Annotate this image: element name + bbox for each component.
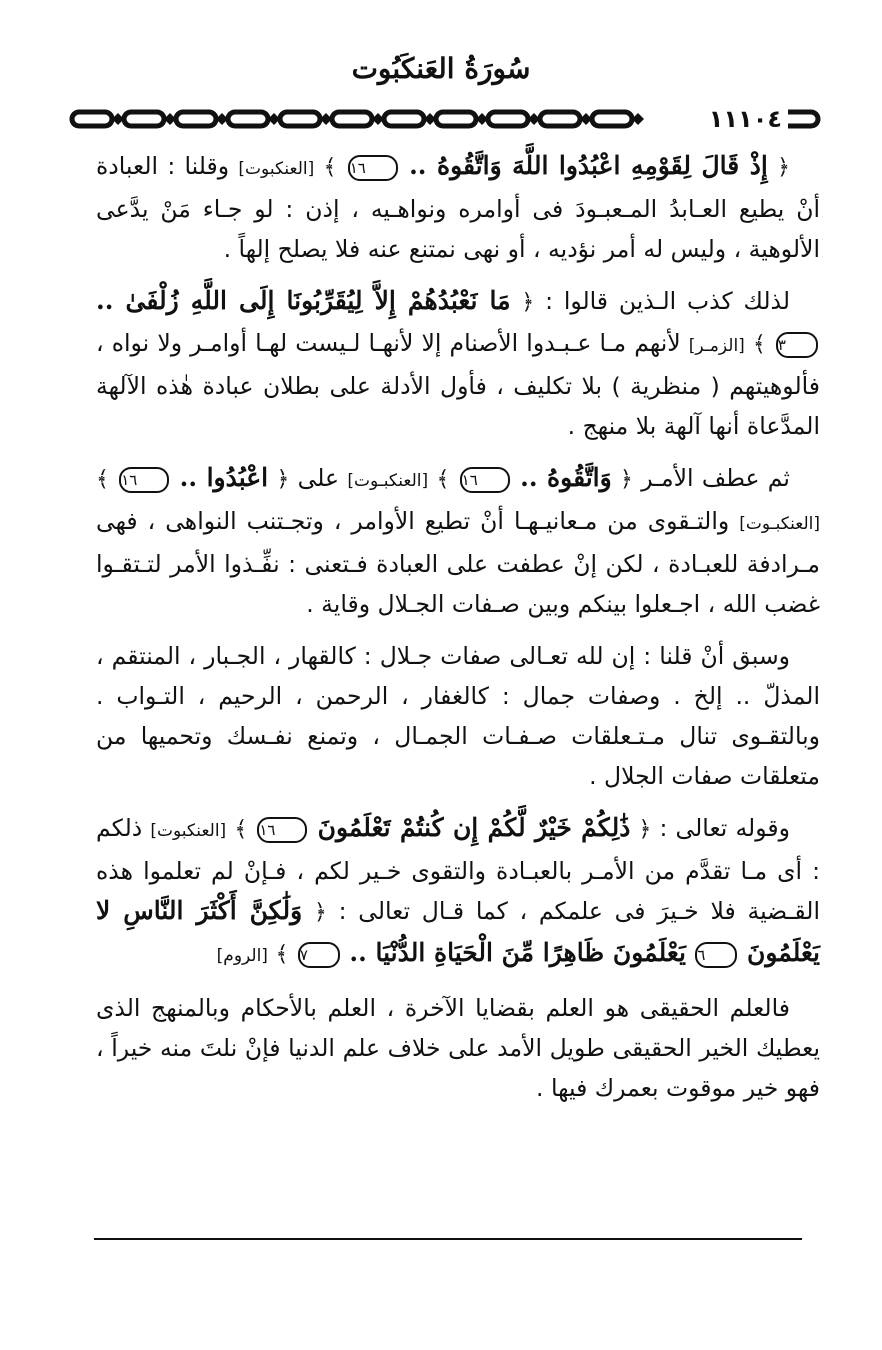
quran-verse: يَعْلَمُونَ ظَاهِرًا مِّنَ الْحَيَاةِ الدُّنْيَا .. — [349, 938, 686, 967]
chain-link-icon — [176, 112, 216, 126]
quran-verse: اعْبُدُوا .. — [179, 463, 269, 492]
ornate-bracket-icon: ﴾ — [275, 942, 289, 967]
ayah-number-badge: ١٦ — [348, 155, 398, 181]
ornate-bracket-icon: ﴾ — [96, 467, 109, 492]
ornate-bracket-icon: ﴾ — [234, 817, 248, 842]
surah-reference: [الزمـر] — [688, 336, 745, 356]
surah-reference: [العنكبوت] — [238, 159, 315, 179]
paragraph — [96, 988, 820, 1108]
quran-verse: وَلَٰكِنَّ أَكْثَرَ النَّاسِ لا يَعْلَمُونَ — [96, 896, 820, 967]
ornate-bracket-icon: ﴿ — [521, 290, 535, 315]
footer-divider — [94, 1238, 802, 1240]
ayah-number-badge: ١٦ — [257, 817, 307, 843]
ayah-number-badge: ١٦ — [119, 467, 169, 493]
surah-reference: [العنكبـوت] — [739, 514, 820, 534]
surah-reference: [العنكبوت] — [150, 821, 227, 841]
chain-link-icon — [384, 112, 424, 126]
ayah-number-badge: ٧ — [298, 942, 340, 968]
chain-link-icon — [124, 112, 164, 126]
ornate-bracket-icon: ﴾ — [436, 467, 450, 492]
ornate-bracket-icon: ﴿ — [276, 467, 290, 492]
commentary-text: ثم عطف الأمـر — [641, 464, 790, 492]
page-number: ١١١٠٤ — [703, 104, 788, 134]
paragraph — [96, 458, 820, 624]
paragraph — [96, 146, 820, 269]
quran-verse: مَا نَعْبُدُهُمْ إِلاَّ لِيُقَرِّبُونَا إِلَى اللَّهِ زُلْفَىٰ .. — [96, 286, 511, 315]
chain-link-icon — [488, 112, 528, 126]
diamond-icon — [632, 113, 644, 125]
commentary-text: لذلك كذب الـذين قالوا : — [545, 287, 790, 315]
commentary-text: والتـقوى من مـعانيـهـا أنْ تطيع الأوامر ، وتجـتنب النواهى ، فهى مـرادفة للعبـادة ، لكن إنْ عطفت على العبادة فـتعنى : نفِّـذوا الأمر لتـتقـوا غضب الله ، اجـعلوا بينكم وبين صـفات الجـلال وقاية . — [96, 507, 820, 618]
chain-link-icon — [540, 112, 580, 126]
commentary-text: وقلنا : العبادة أنْ يطيع العـابدُ المـعبـودَ فى أوامره ونواهـيه ، إذن : لو جـاء مَنْ يدَّعى الألوهية ، وليس له أمر نؤديه ، أو نهى نمتنع عنه فلا يصلح إلهاً . — [96, 152, 820, 263]
quran-verse: ذَٰلِكُمْ خَيْرٌ لَّكُمْ إِن كُنتُمْ تَعْلَمُونَ — [317, 813, 631, 842]
chain-link-icon — [332, 112, 372, 126]
paragraph — [96, 808, 820, 976]
ayah-number-badge: ٦ — [695, 942, 737, 968]
paragraph — [96, 281, 820, 446]
commentary-text: ذلكم : أى مـا تقدَّم من الأمـر بالعبـادة والتقوى خـير لكم ، فـإنْ لم تعلموا هذه القـضية فلا خـيرَ فى علمكم ، كما قـال تعالى : — [96, 814, 821, 925]
surah-title: سُورَةُ العَنكَبُوت — [351, 52, 531, 85]
commentary-text: وقوله تعالى : — [659, 814, 790, 842]
commentary-text: لأنهم مـا عـبـدوا الأصنام إلا لأنهـا لـيست لهـا أوامـر ولا نواه ، فألوهيتهم ( منظرية ) بلا تكليف ، فأول الأدلة على بطلان عبادة هٰذه الآلهة المدَّعاة أنها آلهة بلا منهج . — [96, 329, 820, 440]
ayah-number-badge: ٣ — [776, 332, 818, 358]
chain-link-icon — [72, 112, 112, 126]
ornate-bracket-icon: ﴾ — [752, 332, 766, 357]
quran-verse: إِذْ قَالَ لِقَوْمِهِ اعْبُدُوا اللَّهَ وَاتَّقُوهُ .. — [409, 151, 768, 180]
commentary-text: على — [297, 464, 340, 492]
chain-link-icon — [436, 112, 476, 126]
surah-reference: [الروم] — [216, 946, 268, 966]
chain-link-icon — [592, 112, 632, 126]
ornate-bracket-icon: ﴿ — [777, 155, 790, 180]
commentary-text: فالعلم الحقيقى هو العلم بقضايا الآخرة ، العلم بالأحكام وبالمنهج الذى يعطيك الخير الحقيقى طويل الأمد على خلاف علم الدنيا فإنْ نلتَ منه خيراً ، فهو خير موقوت بعمرك فيها . — [96, 994, 820, 1102]
ornate-bracket-icon: ﴿ — [620, 467, 633, 492]
chain-link-icon — [228, 112, 268, 126]
ornate-bracket-icon: ﴿ — [313, 900, 327, 925]
chain-link-icon — [280, 112, 320, 126]
commentary-text: وسبق أنْ قلنا : إن لله تعـالى صفات جـلال : كالقهار ، الجـبار ، المنتقم ، المذلّ .. إلخ . وصفات جمال : كالغفار ، الرحمن ، الرحيم ، التـواب . وبالتقـوى تنال مـتـعلقات صـفـات الجمـال ، وتمنع نفـسك وتحميها من متعلقات صفات الجلال . — [96, 642, 820, 790]
ornate-bracket-icon: ﴿ — [638, 817, 652, 842]
body-text — [96, 146, 820, 1120]
surah-reference: [العنكبـوت] — [347, 471, 429, 491]
ayah-number-badge: ١٦ — [460, 467, 510, 493]
paragraph — [96, 636, 820, 796]
quran-verse: وَاتَّقُوهُ .. — [520, 463, 612, 492]
ornate-bracket-icon: ﴾ — [323, 155, 337, 180]
